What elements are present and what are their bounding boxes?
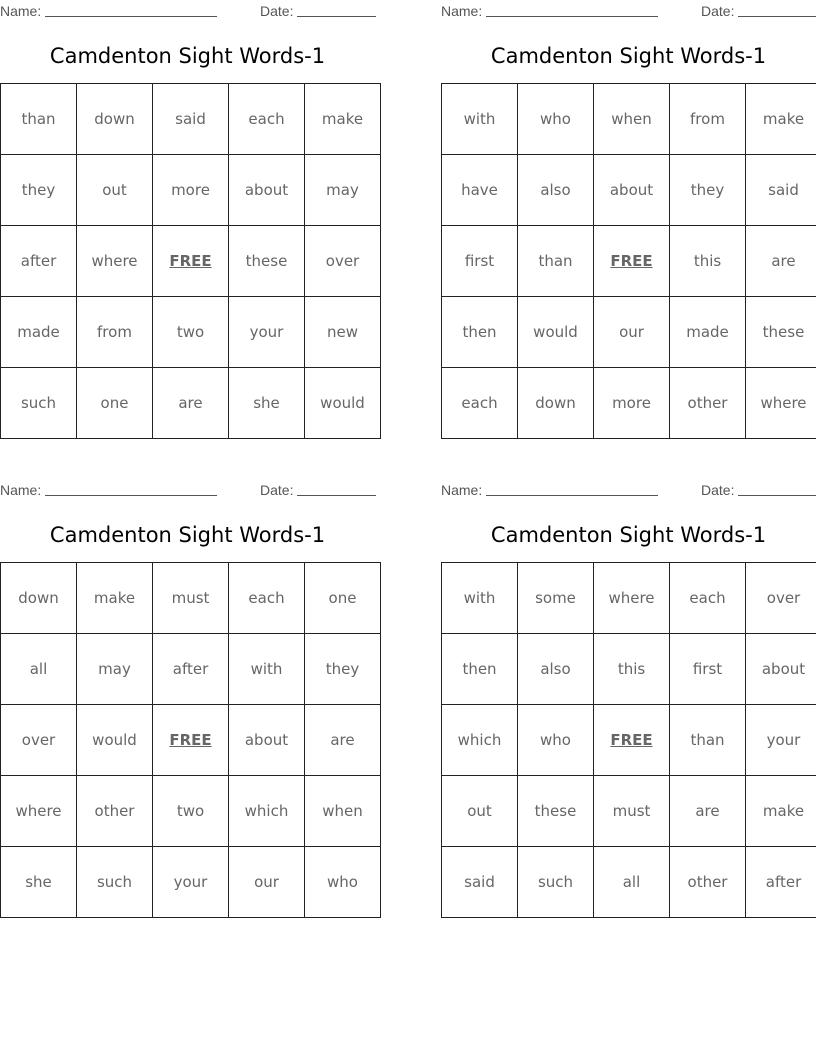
word-cell[interactable]: first: [670, 634, 746, 705]
bingo-row: [1, 297, 381, 368]
bingo-row: [1, 634, 381, 705]
bingo-row: [1, 776, 381, 847]
bingo-grid: [441, 83, 816, 439]
word-cell[interactable]: each: [229, 84, 305, 155]
name-date-header: [441, 0, 816, 20]
bingo-card: [0, 479, 375, 914]
word-cell[interactable]: after: [746, 847, 816, 918]
word-cell[interactable]: about: [746, 634, 816, 705]
bingo-row: [1, 705, 381, 776]
bingo-card: [441, 0, 816, 435]
bingo-grid: [0, 83, 381, 439]
word-cell[interactable]: down: [77, 84, 153, 155]
word-cell[interactable]: they: [670, 155, 746, 226]
name-date-header: [0, 0, 375, 20]
name-label: Name:: [0, 3, 42, 19]
name-label: Name:: [441, 3, 483, 19]
word-cell[interactable]: these: [518, 776, 594, 847]
bingo-row: [442, 847, 816, 918]
word-cell[interactable]: each: [442, 368, 518, 439]
word-cell[interactable]: all: [1, 634, 77, 705]
word-cell[interactable]: our: [229, 847, 305, 918]
word-cell[interactable]: when: [305, 776, 381, 847]
word-cell[interactable]: where: [1, 776, 77, 847]
word-cell[interactable]: must: [153, 563, 229, 634]
word-cell[interactable]: your: [229, 297, 305, 368]
word-cell[interactable]: two: [153, 297, 229, 368]
word-cell[interactable]: about: [229, 705, 305, 776]
word-cell[interactable]: over: [305, 226, 381, 297]
bingo-row: [1, 84, 381, 155]
word-cell[interactable]: out: [442, 776, 518, 847]
date-label: Date:: [260, 482, 294, 498]
word-cell[interactable]: said: [153, 84, 229, 155]
word-cell[interactable]: down: [518, 368, 594, 439]
card-title: Camdenton Sight Words-1: [490, 523, 767, 547]
word-cell[interactable]: more: [153, 155, 229, 226]
word-cell[interactable]: after: [153, 634, 229, 705]
date-blank-line[interactable]: [738, 495, 816, 496]
free-space-cell[interactable]: FREE: [594, 705, 670, 776]
bingo-row: [442, 226, 816, 297]
word-cell[interactable]: out: [77, 155, 153, 226]
word-cell[interactable]: make: [746, 84, 816, 155]
word-cell[interactable]: other: [670, 847, 746, 918]
word-cell[interactable]: other: [77, 776, 153, 847]
word-cell[interactable]: who: [305, 847, 381, 918]
bingo-grid: [441, 562, 816, 918]
bingo-row: [442, 297, 816, 368]
word-cell[interactable]: your: [153, 847, 229, 918]
word-cell[interactable]: such: [518, 847, 594, 918]
bingo-row: [442, 84, 816, 155]
word-cell[interactable]: over: [1, 705, 77, 776]
word-cell[interactable]: also: [518, 155, 594, 226]
word-cell[interactable]: about: [229, 155, 305, 226]
word-cell[interactable]: made: [1, 297, 77, 368]
word-cell[interactable]: have: [442, 155, 518, 226]
word-cell[interactable]: one: [77, 368, 153, 439]
date-blank-line[interactable]: [297, 16, 376, 17]
word-cell[interactable]: down: [1, 563, 77, 634]
word-cell[interactable]: than: [518, 226, 594, 297]
word-cell[interactable]: after: [1, 226, 77, 297]
word-cell[interactable]: when: [594, 84, 670, 155]
word-cell[interactable]: are: [153, 368, 229, 439]
word-cell[interactable]: who: [518, 705, 594, 776]
bingo-row: [442, 705, 816, 776]
name-blank-line[interactable]: [45, 495, 217, 496]
word-cell[interactable]: than: [1, 84, 77, 155]
word-cell[interactable]: this: [594, 634, 670, 705]
card-title: Camdenton Sight Words-1: [49, 44, 326, 68]
word-cell[interactable]: said: [746, 155, 816, 226]
free-space-cell[interactable]: FREE: [153, 226, 229, 297]
bingo-grid: [0, 562, 381, 918]
word-cell[interactable]: then: [442, 634, 518, 705]
word-cell[interactable]: said: [442, 847, 518, 918]
word-cell[interactable]: make: [746, 776, 816, 847]
bingo-row: [1, 563, 381, 634]
word-cell[interactable]: such: [77, 847, 153, 918]
word-cell[interactable]: would: [77, 705, 153, 776]
name-label: Name:: [0, 482, 42, 498]
bingo-row: [442, 776, 816, 847]
name-date-header: [441, 479, 816, 499]
date-label: Date:: [260, 3, 294, 19]
word-cell[interactable]: with: [442, 563, 518, 634]
date-label: Date:: [701, 3, 735, 19]
word-cell[interactable]: each: [229, 563, 305, 634]
name-date-header: [0, 479, 375, 499]
word-cell[interactable]: new: [305, 297, 381, 368]
date-blank-line[interactable]: [297, 495, 376, 496]
word-cell[interactable]: are: [670, 776, 746, 847]
word-cell[interactable]: where: [594, 563, 670, 634]
word-cell[interactable]: they: [305, 634, 381, 705]
word-cell[interactable]: which: [229, 776, 305, 847]
word-cell[interactable]: with: [229, 634, 305, 705]
word-cell[interactable]: this: [670, 226, 746, 297]
word-cell[interactable]: other: [670, 368, 746, 439]
word-cell[interactable]: she: [1, 847, 77, 918]
word-cell[interactable]: your: [746, 705, 816, 776]
word-cell[interactable]: are: [746, 226, 816, 297]
word-cell[interactable]: from: [670, 84, 746, 155]
bingo-row: [1, 155, 381, 226]
word-cell[interactable]: would: [305, 368, 381, 439]
word-cell[interactable]: may: [305, 155, 381, 226]
bingo-row: [442, 563, 816, 634]
card-title: Camdenton Sight Words-1: [490, 44, 767, 68]
bingo-card: [441, 479, 816, 914]
date-blank-line[interactable]: [738, 16, 816, 17]
word-cell[interactable]: may: [77, 634, 153, 705]
word-cell[interactable]: from: [77, 297, 153, 368]
word-cell[interactable]: would: [518, 297, 594, 368]
word-cell[interactable]: also: [518, 634, 594, 705]
word-cell[interactable]: than: [670, 705, 746, 776]
word-cell[interactable]: over: [746, 563, 816, 634]
word-cell[interactable]: one: [305, 563, 381, 634]
bingo-card: [0, 0, 375, 435]
name-blank-line[interactable]: [486, 16, 658, 17]
word-cell[interactable]: two: [153, 776, 229, 847]
word-cell[interactable]: they: [1, 155, 77, 226]
word-cell[interactable]: she: [229, 368, 305, 439]
word-cell[interactable]: make: [77, 563, 153, 634]
word-cell[interactable]: make: [305, 84, 381, 155]
date-label: Date:: [701, 482, 735, 498]
word-cell[interactable]: are: [305, 705, 381, 776]
bingo-row: [1, 226, 381, 297]
word-cell[interactable]: where: [77, 226, 153, 297]
name-label: Name:: [441, 482, 483, 498]
word-cell[interactable]: which: [442, 705, 518, 776]
word-cell[interactable]: such: [1, 368, 77, 439]
word-cell[interactable]: all: [594, 847, 670, 918]
word-cell[interactable]: first: [442, 226, 518, 297]
word-cell[interactable]: made: [670, 297, 746, 368]
name-blank-line[interactable]: [486, 495, 658, 496]
word-cell[interactable]: with: [442, 84, 518, 155]
word-cell[interactable]: then: [442, 297, 518, 368]
free-space-cell[interactable]: FREE: [153, 705, 229, 776]
word-cell[interactable]: who: [518, 84, 594, 155]
bingo-row: [442, 368, 816, 439]
word-cell[interactable]: these: [746, 297, 816, 368]
word-cell[interactable]: more: [594, 368, 670, 439]
card-title: Camdenton Sight Words-1: [49, 523, 326, 547]
bingo-row: [442, 155, 816, 226]
word-cell[interactable]: our: [594, 297, 670, 368]
word-cell[interactable]: each: [670, 563, 746, 634]
word-cell[interactable]: about: [594, 155, 670, 226]
bingo-row: [1, 368, 381, 439]
word-cell[interactable]: where: [746, 368, 816, 439]
bingo-row: [442, 634, 816, 705]
name-blank-line[interactable]: [45, 16, 217, 17]
free-space-cell[interactable]: FREE: [594, 226, 670, 297]
word-cell[interactable]: these: [229, 226, 305, 297]
bingo-row: [1, 847, 381, 918]
word-cell[interactable]: must: [594, 776, 670, 847]
word-cell[interactable]: some: [518, 563, 594, 634]
